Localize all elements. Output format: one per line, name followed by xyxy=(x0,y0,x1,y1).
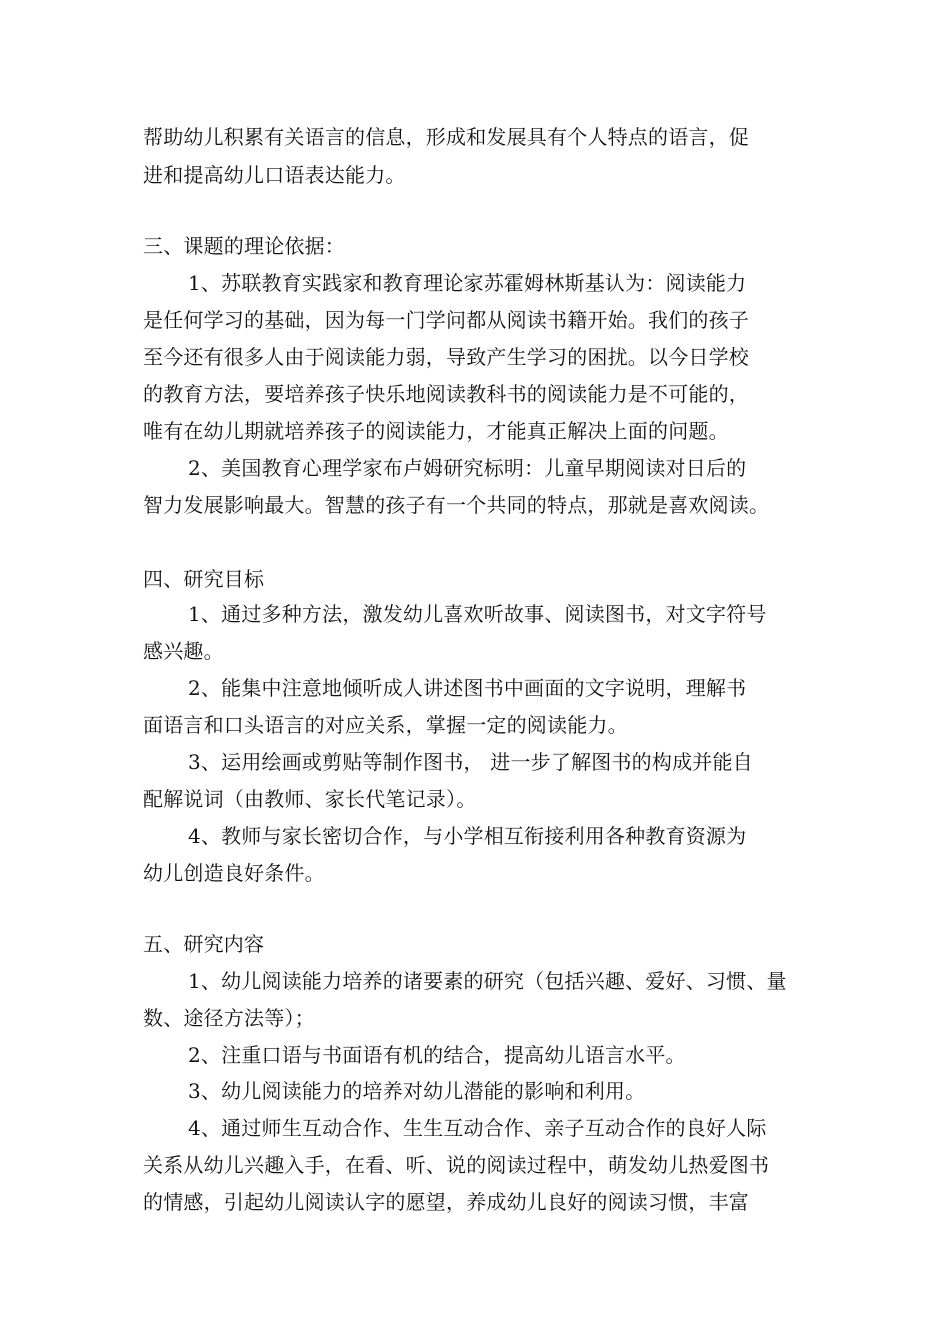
section-5-line-4: 3、幼儿阅读能力的培养对幼儿潜能的影响和利用。 xyxy=(188,1079,646,1103)
section-4-line-8: 幼儿创造良好条件。 xyxy=(143,861,325,885)
section-5-line-7: 的情感，引起幼儿阅读认字的愿望，养成幼儿良好的阅读习惯，丰富 xyxy=(143,1190,749,1214)
intro-line-1: 帮助幼儿积累有关语言的信息，形成和发展具有个人特点的语言，促 xyxy=(143,125,749,149)
section-5-heading: 五、研究内容 xyxy=(143,932,265,956)
intro-line-2: 进和提高幼儿口语表达能力。 xyxy=(143,163,406,187)
section-3-line-1: 1、苏联教育实践家和教育理论家苏霍姆林斯基认为：阅读能力 xyxy=(188,271,747,295)
section-4-heading: 四、研究目标 xyxy=(143,567,265,591)
section-3-heading: 三、课题的理论依据： xyxy=(143,234,345,258)
section-5-line-2: 数、途径方法等）； xyxy=(143,1006,315,1030)
section-3-line-7: 智力发展影响最大。智慧的孩子有一个共同的特点，那就是喜欢阅读。 xyxy=(143,493,770,517)
section-4-line-1: 1、通过多种方法，激发幼儿喜欢听故事、阅读图书，对文字符号 xyxy=(188,602,767,626)
section-4-line-6: 配解说词（由教师、家长代笔记录）。 xyxy=(143,787,477,811)
section-4-line-2: 感兴趣。 xyxy=(143,639,224,663)
section-4-line-4: 面语言和口头语言的对应关系，掌握一定的阅读能力。 xyxy=(143,713,628,737)
section-3-line-4: 的教育方法，要培养孩子快乐地阅读教科书的阅读能力是不可能的， xyxy=(143,382,749,406)
section-4-line-5: 3、运用绘画或剪贴等制作图书， 进一步了解图书的构成并能自 xyxy=(188,750,753,774)
section-3-line-3: 至今还有很多人由于阅读能力弱，导致产生学习的困扰。以今日学校 xyxy=(143,345,749,369)
section-5-line-5: 4、通过师生互动合作、生生互动合作、亲子互动合作的良好人际 xyxy=(188,1116,767,1140)
section-4-line-7: 4、教师与家长密切合作，与小学相互衔接利用各种教育资源为 xyxy=(188,824,747,848)
section-3-line-2: 是任何学习的基础，因为每一门学问都从阅读书籍开始。我们的孩子 xyxy=(143,308,749,332)
section-4-line-3: 2、能集中注意地倾听成人讲述图书中画面的文字说明，理解书 xyxy=(188,676,747,700)
section-5-line-6: 关系从幼儿兴趣入手，在看、听、说的阅读过程中，萌发幼儿热爱图书 xyxy=(143,1153,770,1177)
section-5-line-3: 2、注重口语与书面语有机的结合，提高幼儿语言水平。 xyxy=(188,1043,686,1067)
section-3-line-5: 唯有在幼儿期就培养孩子的阅读能力，才能真正解决上面的问题。 xyxy=(143,419,729,443)
section-5-line-1: 1、幼儿阅读能力培养的诸要素的研究（包括兴趣、爱好、习惯、量 xyxy=(188,969,787,993)
section-3-line-6: 2、美国教育心理学家布卢姆研究标明：儿童早期阅读对日后的 xyxy=(188,456,747,480)
